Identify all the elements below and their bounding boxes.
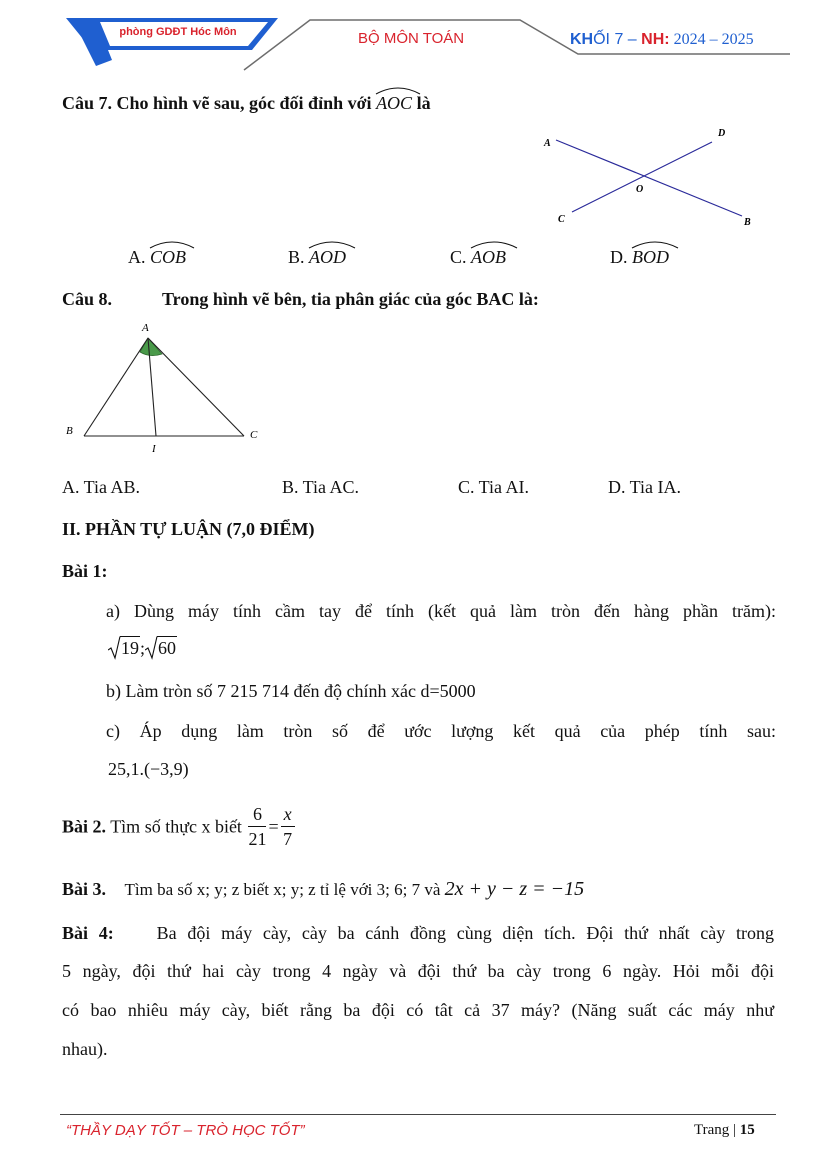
q7-option-d-angle-text: BOD — [632, 247, 669, 267]
footer-page-number: 15 — [739, 1122, 755, 1138]
header-grade-year — [570, 31, 754, 49]
bai2-frac-right-num: x — [281, 804, 295, 827]
bai1-c-expr: 25,1.(−3,9) — [108, 759, 189, 779]
bai1-sqrt-60-radicand: 60 — [158, 638, 177, 658]
header-grade: ỐI 7 – — [593, 31, 642, 48]
header-year: 2024 – 2025 — [669, 31, 754, 48]
q7-stem — [62, 92, 431, 114]
bai2-equals: = — [268, 816, 279, 837]
footer-rule — [60, 1114, 776, 1115]
bai2-frac-right — [281, 804, 295, 849]
q8-option-a[interactable]: A. Tia AB. — [62, 477, 141, 497]
q8-label: Câu 8. — [62, 289, 113, 309]
q7-option-d-angle — [632, 246, 669, 268]
bai1-a-text: a) Dùng máy tính cầm tay để tính (kết quả làm tròn đến hàng phần trăm): — [106, 601, 776, 621]
q7-option-d-letter: D. — [610, 247, 632, 267]
bai4-line1-text: Ba đội máy cày, cày ba cánh đồng cùng diện tích. Đội thứ nhất cày trong — [156, 923, 774, 943]
q8-label-i: I — [152, 443, 156, 455]
bai4-line3: có bao nhiêu máy cày, biết rằng ba đội có tât cả 37 máy? (Năng suất các máy như — [62, 1000, 774, 1020]
q7-option-a-angle — [150, 246, 186, 268]
q7-option-b-letter: B. — [288, 247, 310, 267]
bai4-line4: nhau). — [62, 1039, 108, 1059]
q7-option-b-angle — [309, 246, 346, 268]
q7-label-b: B — [744, 217, 751, 228]
q8-option-c[interactable]: C. Tia AI. — [458, 477, 530, 497]
q8-figure — [60, 318, 270, 458]
header-nh: NH: — [641, 31, 670, 48]
q8-label-c: C — [250, 429, 258, 441]
q8-side-ac — [148, 338, 244, 436]
q7-option-d[interactable] — [610, 246, 669, 268]
bai1-a-expr — [108, 636, 177, 659]
part2-title: II. PHẦN TỰ LUẬN (7,0 ĐIỂM) — [62, 519, 315, 539]
q7-line-cd — [572, 142, 712, 212]
bai2-text: Tìm số thực x biết — [106, 816, 247, 837]
q8-option-d[interactable]: D. Tia IA. — [608, 477, 682, 497]
q7-option-a-letter: A. — [128, 247, 150, 267]
q7-label-o: O — [636, 184, 644, 195]
bai4-line1 — [62, 922, 774, 944]
bai3-label: Bài 3. — [62, 879, 107, 899]
q8-label-a: A — [142, 322, 149, 334]
bai1-sqrt-19 — [108, 636, 140, 659]
bai2-label: Bài 2. — [62, 816, 107, 837]
q7-label-c: C — [558, 214, 565, 225]
bai1-b-text: b) Làm tròn số 7 215 714 đến độ chính xác d=5000 — [106, 681, 476, 701]
q7-option-c-letter: C. — [450, 247, 472, 267]
bai2-row — [62, 804, 297, 849]
bai2-frac-right-den: 7 — [283, 829, 293, 849]
footer-slogan: “THẦY DẠY TỐT – TRÒ HỌC TỐT” — [66, 1122, 305, 1139]
header-subject: BỘ MÔN TOÁN — [358, 30, 465, 47]
q7-option-b-angle-text: AOD — [309, 247, 347, 267]
footer-page-label: Trang | — [694, 1122, 740, 1138]
q7-figure — [530, 122, 770, 234]
q7-angle — [376, 92, 412, 114]
q7-angle-text: AOC — [376, 93, 413, 113]
q8-stem: Trong hình vẽ bên, tia phân giác của góc BAC là: — [162, 289, 539, 309]
q8-label-b: B — [66, 425, 73, 437]
q7-prefix: Câu 7. Cho hình vẽ sau, góc đối đỉnh với — [62, 93, 377, 113]
header-badge: phòng GDĐT Hóc Môn — [119, 26, 237, 38]
bai2-frac-left — [248, 804, 266, 849]
bai1-sep: ; — [140, 638, 146, 658]
bai1-sqrt-60 — [145, 636, 177, 659]
q8-side-ab — [84, 338, 148, 436]
q8-option-b[interactable]: B. Tia AC. — [282, 477, 360, 497]
footer-page — [694, 1122, 755, 1139]
bai3-row — [62, 878, 584, 901]
q7-option-c[interactable] — [450, 246, 506, 268]
bai3-text: Tìm ba số x; y; z biết x; y; z tỉ lệ với 3; 6; 7 và — [124, 880, 445, 899]
bai2-frac-left-den: 21 — [248, 829, 267, 849]
q7-label-a: A — [544, 138, 551, 149]
bai4-line2: 5 ngày, đội thứ hai cày trong 4 ngày và đội thứ ba cày trong 6 ngày. Hỏi mỗi đội — [62, 961, 774, 981]
bai2-frac-left-num: 6 — [248, 804, 266, 827]
bai1-c-text: c) Áp dụng làm tròn số để ước lượng kết quả của phép tính sau: — [106, 721, 776, 741]
header-kh: KH — [570, 31, 594, 48]
q7-option-c-angle-text: AOB — [471, 247, 507, 267]
bai4-label: Bài 4: — [62, 923, 114, 943]
q7-line-ab — [556, 140, 742, 216]
q7-option-c-angle — [471, 246, 506, 268]
bai3-expr: 2x + y − z = −15 — [444, 878, 585, 900]
bai1-sqrt-19-radicand: 19 — [121, 638, 139, 658]
q7-label-d: D — [718, 128, 726, 139]
q7-suffix: là — [412, 93, 431, 113]
q7-option-b[interactable] — [288, 246, 346, 268]
q7-option-a-angle-text: COB — [150, 247, 186, 267]
bai1-label: Bài 1: — [62, 561, 108, 581]
q7-option-a[interactable] — [128, 246, 186, 268]
